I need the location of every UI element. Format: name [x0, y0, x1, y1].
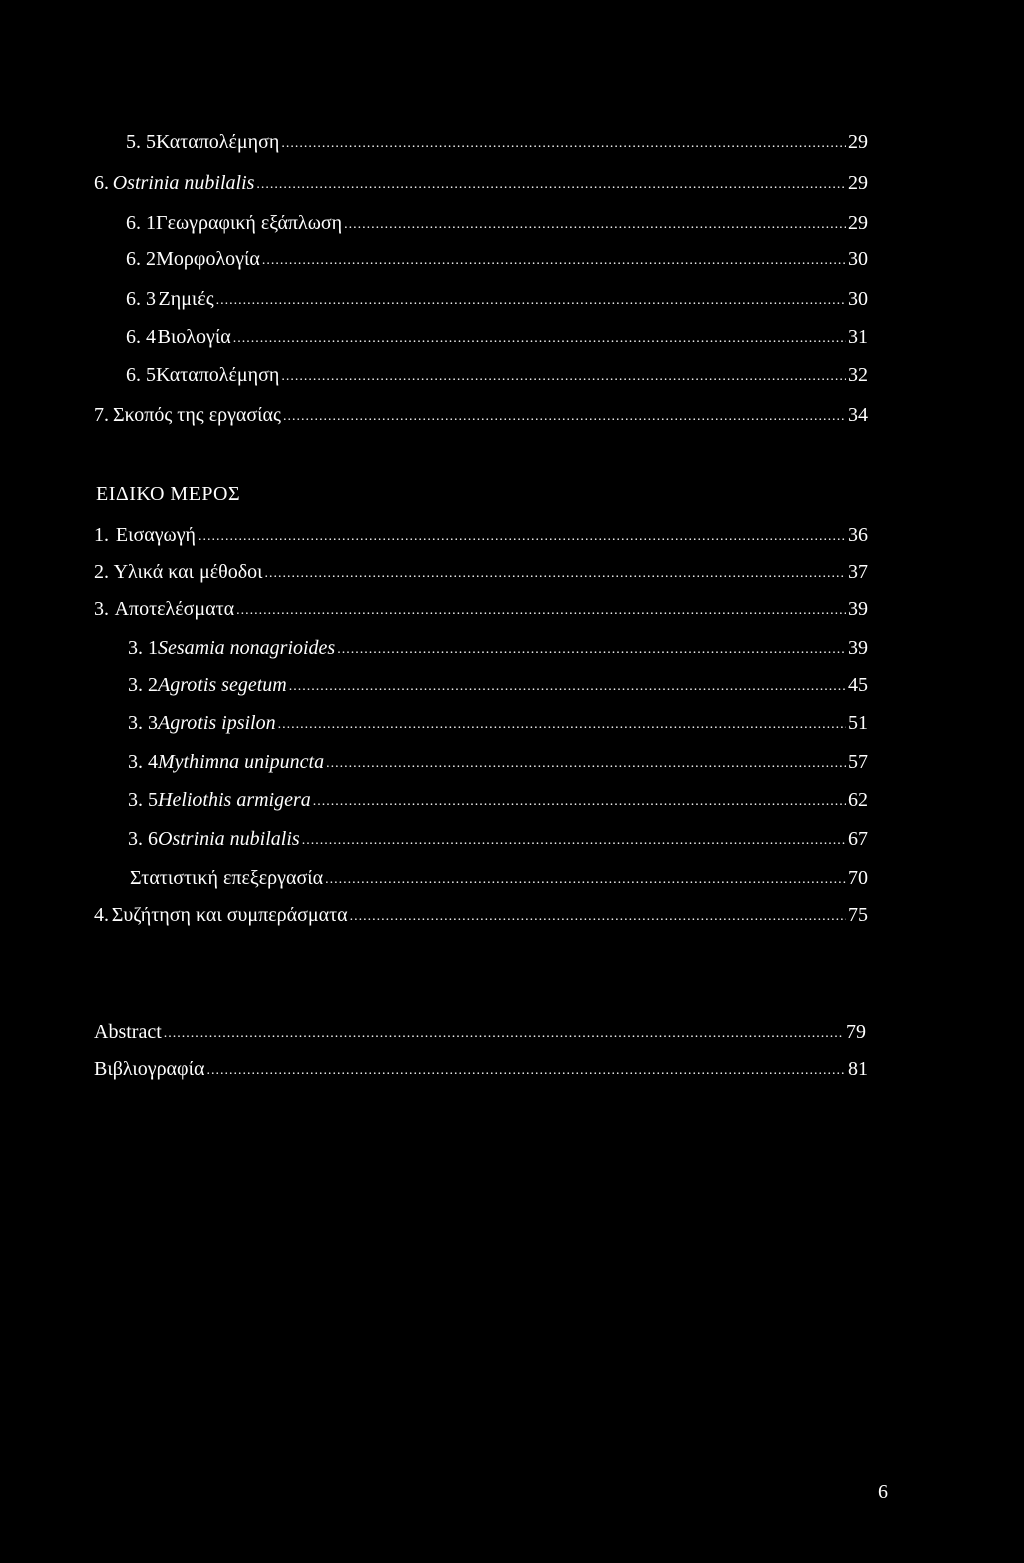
- toc-entry-number: 3. 4: [128, 751, 158, 773]
- dot-leader: [164, 1020, 844, 1048]
- dot-leader: [233, 325, 846, 353]
- toc-entry-number: 3. 1: [128, 637, 158, 659]
- toc-entry-page: 39: [848, 598, 868, 620]
- toc-entry-title: Βιολογία: [157, 326, 231, 348]
- toc-entry-number: 6. 2: [126, 248, 156, 270]
- toc-entry-title: Abstract: [94, 1021, 162, 1043]
- dot-leader: [325, 866, 846, 894]
- toc-entry: [94, 595, 868, 623]
- toc-entry: [94, 558, 868, 586]
- toc-entry-title: Sesamia nonagrioides: [158, 637, 336, 659]
- toc-entry-number: 7.: [94, 404, 109, 426]
- toc-entry-page: 29: [848, 131, 868, 153]
- dot-leader: [281, 363, 846, 391]
- dot-leader: [206, 1057, 846, 1085]
- toc-entry: [130, 864, 868, 892]
- toc-entry-title: Σκοπός της εργασίας: [112, 404, 281, 426]
- toc-entry-page: 67: [848, 828, 868, 850]
- section-heading: ΕΙΔΙΚΟ ΜΕΡΟΣ: [96, 483, 241, 505]
- dot-leader: [236, 597, 846, 625]
- toc-entry: [128, 709, 868, 737]
- toc-entry-title: Heliothis armigera: [158, 789, 311, 811]
- toc-entry-page: 75: [848, 904, 868, 926]
- dot-leader: [278, 711, 846, 739]
- toc-entry-number: 3. 6: [128, 828, 158, 850]
- toc-entry: [94, 1018, 866, 1046]
- toc-entry-number: 6. 1: [126, 212, 156, 234]
- toc-entry-number: 6. 4: [126, 326, 156, 348]
- dot-leader: [344, 211, 846, 239]
- toc-entry-page: 45: [848, 674, 868, 696]
- toc-entry-title: Agrotis segetum: [158, 674, 287, 696]
- toc-entry-page: 30: [848, 248, 868, 270]
- toc-entry: [128, 825, 868, 853]
- toc-entry: [128, 748, 868, 776]
- toc-entry-number: 3.: [94, 598, 109, 620]
- toc-entry-page: 34: [848, 404, 868, 426]
- dot-leader: [198, 523, 846, 551]
- toc-entry-number: 1.: [94, 524, 109, 546]
- toc-entry-title: Ostrinia nubilalis: [158, 828, 300, 850]
- toc-entry-title: Υλικά και μέθοδοι: [113, 561, 263, 583]
- toc-entry: [128, 634, 868, 662]
- dot-leader: [326, 750, 846, 778]
- toc-entry-title: Ostrinia nubilalis: [112, 172, 255, 194]
- toc-entry: [94, 401, 868, 429]
- dot-leader: [313, 788, 846, 816]
- toc-entry-page: 39: [848, 637, 868, 659]
- toc-entry-page: 70: [848, 867, 868, 889]
- toc-entry-page: 30: [848, 288, 868, 310]
- page-number: 6: [878, 1481, 888, 1503]
- toc-entry-title: Γεωγραφική εξάπλωση: [156, 212, 343, 234]
- dot-leader: [281, 130, 846, 158]
- dot-leader: [289, 673, 846, 701]
- toc-entry-page: 79: [846, 1021, 866, 1043]
- dot-leader: [283, 403, 846, 431]
- toc-entry: [94, 169, 868, 197]
- toc-entry-title: Αποτελέσματα: [114, 598, 235, 620]
- toc-entry-title: Καταπολέμηση: [156, 131, 280, 153]
- toc-entry-page: 57: [848, 751, 868, 773]
- toc-entry-title: Ζημιές: [158, 288, 214, 310]
- toc-entry-page: 32: [848, 364, 868, 386]
- toc-entry-title: Mythimna unipuncta: [158, 751, 325, 773]
- toc-entry-title: Agrotis ipsilon: [158, 712, 276, 734]
- toc-entry-page: 29: [848, 212, 868, 234]
- toc-entry-title: Συζήτηση και συμπεράσματα: [111, 904, 348, 926]
- toc-entry: [126, 128, 868, 156]
- toc-entry-title: Εισαγωγή: [115, 524, 197, 546]
- toc-entry-title: Μορφολογία: [156, 248, 260, 270]
- toc-entry: [126, 323, 868, 351]
- toc-entry-number: 2.: [94, 561, 109, 583]
- toc-entry: [126, 245, 868, 273]
- toc-entry: [126, 209, 868, 237]
- dot-leader: [337, 636, 846, 664]
- toc-entry-number: 6.: [94, 172, 109, 194]
- toc-entry-number: 4.: [94, 904, 109, 926]
- dot-leader: [262, 247, 846, 275]
- toc-entry-page: 81: [848, 1058, 868, 1080]
- toc-entry-title: Στατιστική επεξεργασία: [130, 867, 324, 889]
- toc-entry: [128, 786, 868, 814]
- toc-entry-page: 37: [848, 561, 868, 583]
- toc-entry-number: 6. 3: [126, 288, 156, 310]
- toc-entry: [94, 901, 868, 929]
- toc-entry: [128, 671, 868, 699]
- toc-entry-number: 5. 5: [126, 131, 156, 153]
- dot-leader: [256, 171, 846, 199]
- toc-entry: [126, 361, 868, 389]
- dot-leader: [216, 287, 846, 315]
- toc-entry-number: 3. 2: [128, 674, 158, 696]
- toc-entry-page: 31: [848, 326, 868, 348]
- toc-entry-page: 62: [848, 789, 868, 811]
- toc-entry-number: 3. 5: [128, 789, 158, 811]
- toc-entry-page: 51: [848, 712, 868, 734]
- toc-entry-number: 6. 5: [126, 364, 156, 386]
- dot-leader: [350, 903, 846, 931]
- toc-entry-title: Καταπολέμηση: [156, 364, 280, 386]
- dot-leader: [265, 560, 846, 588]
- toc-entry-number: 3. 3: [128, 712, 158, 734]
- toc-entry-title: Βιβλιογραφία: [94, 1058, 205, 1080]
- dot-leader: [302, 827, 846, 855]
- toc-entry: [94, 521, 868, 549]
- toc-entry: [94, 1055, 868, 1083]
- toc-entry-page: 29: [848, 172, 868, 194]
- toc-entry-page: 36: [848, 524, 868, 546]
- toc-entry: [126, 285, 868, 313]
